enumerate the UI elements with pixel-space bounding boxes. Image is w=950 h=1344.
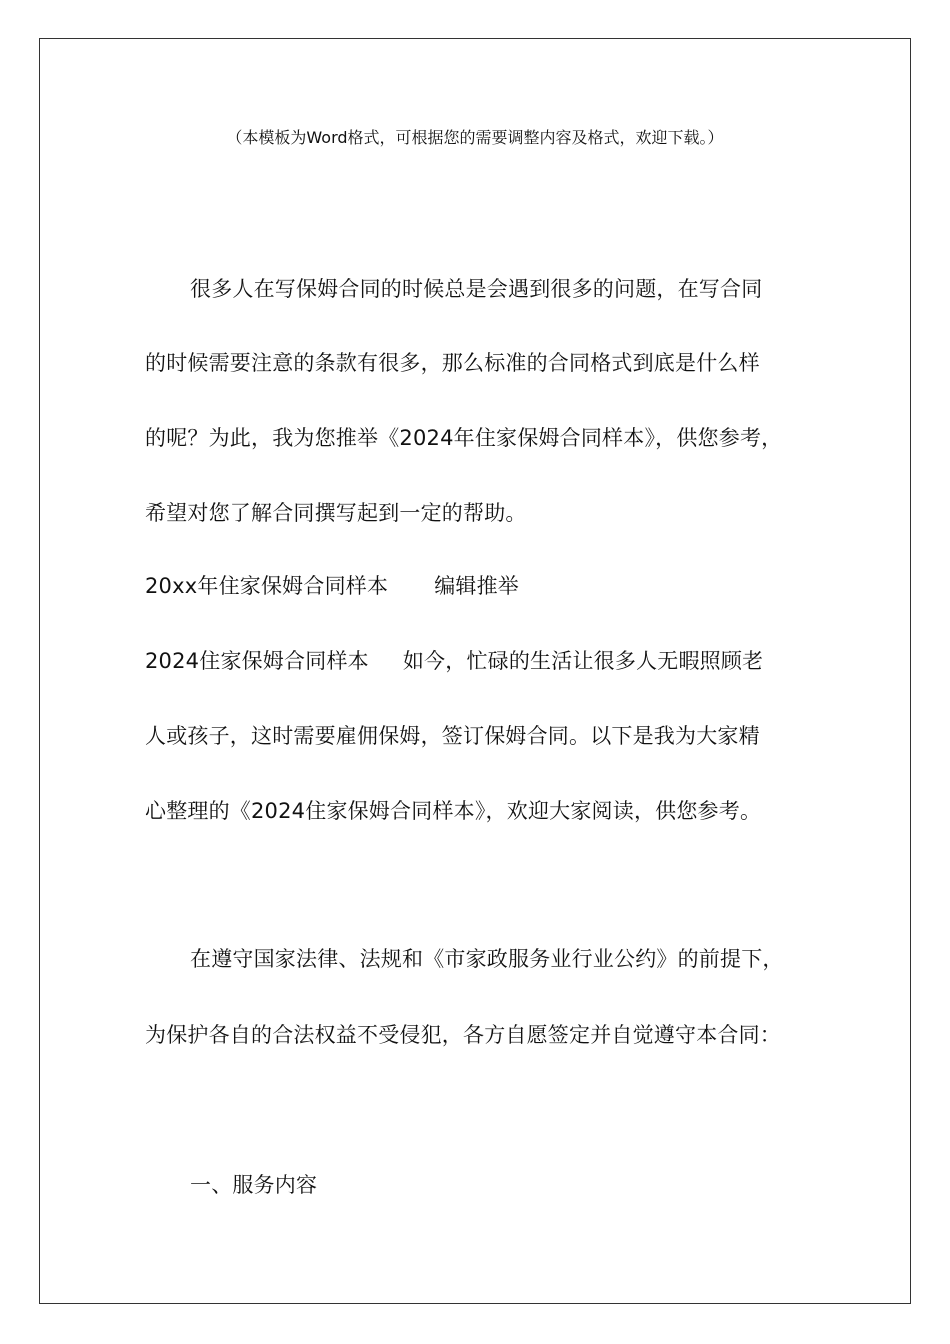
summary-line-1-text: 如今，忙碌的生活让很多人无暇照顾老 — [402, 649, 764, 673]
preamble-line-1: 在遵守国家法律、法规和《市家政服务业行业公约》的前提下， — [190, 947, 784, 971]
title-row — [145, 571, 519, 601]
document-title: 20xx年住家保姆合同样本 — [145, 574, 389, 598]
summary-line-3: 心整理的《2024住家保姆合同样本》，欢迎大家阅读，供您参考。 — [145, 799, 762, 823]
intro-line-2: 的时候需要注意的条款有很多，那么标准的合同格式到底是什么样 — [145, 351, 760, 375]
summary-line-2: 人或孩子，这时需要雇佣保姆，签订保姆合同。以下是我为大家精 — [145, 724, 760, 748]
editor-recommend-label: 编辑推举 — [434, 574, 519, 598]
template-note: （本模板为Word格式，可根据您的需要调整内容及格式，欢迎下载。） — [226, 128, 724, 147]
intro-line-1: 很多人在写保姆合同的时候总是会遇到很多的问题，在写合同 — [190, 277, 763, 301]
summary-line-1 — [145, 646, 763, 676]
preamble-line-2: 为保护各自的合法权益不受侵犯，各方自愿签定并自觉遵守本合同： — [145, 1023, 781, 1047]
intro-line-3: 的呢？为此，我为您推举《2024年住家保姆合同样本》，供您参考， — [145, 426, 783, 450]
intro-line-4: 希望对您了解合同撰写起到一定的帮助。 — [145, 501, 527, 525]
section-heading-service-content: 一、服务内容 — [190, 1173, 318, 1197]
summary-lead: 2024住家保姆合同样本 — [145, 649, 369, 673]
